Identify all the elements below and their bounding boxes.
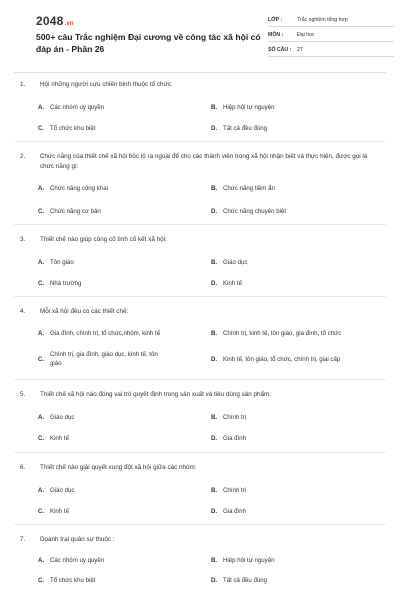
option-text: Kinh tế <box>50 508 69 515</box>
option-letter: D. <box>211 577 218 584</box>
option-text: Gia đình, chính trị, tổ chức,nhóm, kinh tế <box>50 330 161 337</box>
option-d[interactable] <box>211 435 386 444</box>
option-c[interactable] <box>38 508 200 517</box>
option-d[interactable] <box>211 356 386 365</box>
question-text: Hội những người cựu chiến binh thuộc tổ chức: <box>40 81 173 88</box>
question-text: Thiết chế nào giúp củng cố tình cố kết xã hội: <box>40 236 167 243</box>
option-letter: D. <box>211 125 218 132</box>
option-a[interactable] <box>38 259 200 268</box>
option-b[interactable] <box>211 185 386 194</box>
meta-row-count <box>268 42 394 57</box>
option-letter: A. <box>38 487 45 494</box>
option-letter: B. <box>211 414 218 421</box>
option-a[interactable] <box>38 487 200 496</box>
option-d[interactable] <box>211 280 386 289</box>
question-line <box>20 463 378 473</box>
question-text: Chức năng của thiết chế xã hội bộc lộ ra ngoài để cho các thành viên trong xã hội nhận biết và thực hiện, được gọi là chức năng gì: <box>40 153 368 170</box>
option-text: Tất cả đều đúng <box>223 125 268 132</box>
option-a[interactable] <box>38 185 200 194</box>
option-letter: C. <box>38 208 45 215</box>
option-text: Giáo dục <box>50 487 75 494</box>
option-letter: C. <box>38 508 45 515</box>
option-letter: B. <box>211 104 218 111</box>
option-letter: B. <box>211 185 218 192</box>
option-text: Chức năng cơ bản <box>50 208 101 215</box>
option-letter: D. <box>211 208 218 215</box>
question-text: Doanh trại quân sự thuộc : <box>40 536 115 543</box>
option-b[interactable] <box>211 414 386 423</box>
option-letter: C. <box>38 280 45 287</box>
option-letter: B. <box>211 557 218 564</box>
question-number: 2. <box>20 153 26 160</box>
option-d[interactable] <box>211 577 386 586</box>
option-text: Tôn giáo <box>50 259 74 266</box>
option-b[interactable] <box>211 487 386 496</box>
meta-label: MÔN : <box>268 32 284 38</box>
option-text: Giáo dục <box>223 259 248 266</box>
option-letter: D. <box>211 280 218 287</box>
logo-ext: .vn <box>64 21 74 27</box>
option-b[interactable] <box>211 557 386 566</box>
option-c[interactable] <box>38 577 200 586</box>
option-letter: D. <box>211 435 218 442</box>
meta-value: Trắc nghiệm tổng hợp <box>297 17 348 23</box>
option-letter: A. <box>38 259 45 266</box>
question-separator <box>14 296 386 297</box>
option-text: Chính trị <box>223 487 247 494</box>
question-number: 1. <box>20 81 26 88</box>
option-c[interactable] <box>38 351 166 368</box>
option-letter: B. <box>211 259 218 266</box>
option-text: Chức năng chuyên biệt <box>223 208 287 215</box>
meta-label: LỚP : <box>268 17 283 23</box>
option-text: Chính trị, kinh tế, tôn giáo, gia đình, tổ chức <box>223 330 342 337</box>
option-text: Tất cả đều đúng <box>223 577 268 584</box>
option-c[interactable] <box>38 435 200 444</box>
question-separator <box>14 379 386 380</box>
question-line <box>20 152 378 171</box>
option-letter: B. <box>211 487 218 494</box>
option-text: Kinh tế, tôn giáo, tổ chức, chính trị, giai cấp <box>223 356 341 363</box>
option-d[interactable] <box>211 208 386 217</box>
question-line <box>20 307 378 317</box>
question-separator <box>14 224 386 225</box>
option-text: Nhà trường <box>50 280 82 287</box>
question-separator <box>14 452 386 453</box>
option-letter: A. <box>38 557 45 564</box>
question-separator <box>14 524 386 525</box>
option-letter: C. <box>38 435 45 442</box>
question-line <box>20 390 378 400</box>
option-b[interactable] <box>211 330 386 339</box>
option-text: Chức năng công khai <box>50 185 108 192</box>
question-number: 7. <box>20 536 26 543</box>
document-title: 500+ câu Trắc nghiệm Đại cương về công tác xã hội có đáp án - Phần 26 <box>36 32 261 54</box>
option-text: Tổ chức khu biệt <box>50 125 96 132</box>
option-b[interactable] <box>211 259 386 268</box>
question-number: 4. <box>20 308 26 315</box>
question-text: Thiết chế nào giải quyết xung đột xã hội giữa các nhóm: <box>40 464 197 471</box>
question-text: Mỗi xã hội đều có các thiết chế: <box>40 308 129 315</box>
option-text: Chính trị <box>223 414 247 421</box>
option-a[interactable] <box>38 330 200 339</box>
option-letter: A. <box>38 414 45 421</box>
question-line <box>20 535 378 545</box>
option-text: Giáo dục <box>50 414 75 421</box>
meta-row-subject <box>268 27 394 42</box>
option-letter: A. <box>38 330 45 337</box>
option-letter: C. <box>38 356 45 363</box>
question-separator <box>14 141 386 142</box>
question-number: 5. <box>20 391 26 398</box>
option-text: Kinh tế <box>50 435 69 442</box>
option-text: Tổ chức khu biệt <box>50 577 96 584</box>
option-a[interactable] <box>38 104 200 113</box>
option-text: Gia đình <box>223 435 247 442</box>
option-d[interactable] <box>211 125 386 134</box>
meta-value: 27 <box>297 47 303 53</box>
option-c[interactable] <box>38 208 200 217</box>
option-text: Hiệp hội tự nguyện <box>223 104 275 111</box>
option-text: Hiệp hội tự nguyện <box>223 557 275 564</box>
option-letter: C. <box>38 125 45 132</box>
option-d[interactable] <box>211 508 386 517</box>
option-text: Kinh tế <box>223 280 242 287</box>
question-number: 6. <box>20 464 26 471</box>
option-c[interactable] <box>38 280 200 289</box>
option-text: Chức năng tiềm ẩn <box>223 185 275 192</box>
meta-value: Đại học <box>297 32 315 38</box>
header-divider <box>14 72 386 73</box>
option-letter: C. <box>38 577 45 584</box>
site-logo[interactable] <box>36 14 74 28</box>
option-letter: B. <box>211 330 218 337</box>
logo-number: 2048 <box>36 14 64 28</box>
option-text: Chính trị, gia đình, giáo dục, kinh tế, tôn giáo <box>50 351 158 367</box>
header <box>16 0 386 74</box>
option-letter: D. <box>211 356 218 363</box>
option-letter: A. <box>38 185 45 192</box>
option-c[interactable] <box>38 125 200 134</box>
question-line <box>20 235 378 245</box>
question-number: 3. <box>20 236 26 243</box>
option-text: Các nhóm uy quyền <box>50 104 105 111</box>
meta-table <box>268 12 394 57</box>
option-a[interactable] <box>38 414 200 423</box>
option-letter: D. <box>211 508 218 515</box>
meta-label: SỐ CÂU : <box>268 47 292 53</box>
option-b[interactable] <box>211 104 386 113</box>
meta-row-class <box>268 12 394 27</box>
option-text: Gia đình <box>223 508 247 515</box>
option-text: Các nhóm uy quyền <box>50 557 105 564</box>
option-letter: A. <box>38 104 45 111</box>
option-a[interactable] <box>38 557 200 566</box>
question-line <box>20 80 378 90</box>
question-text: Thiết chế xã hội nào đóng vai trò quyết định trong sản xuất và tiêu dùng sản phẩm: <box>40 391 272 398</box>
